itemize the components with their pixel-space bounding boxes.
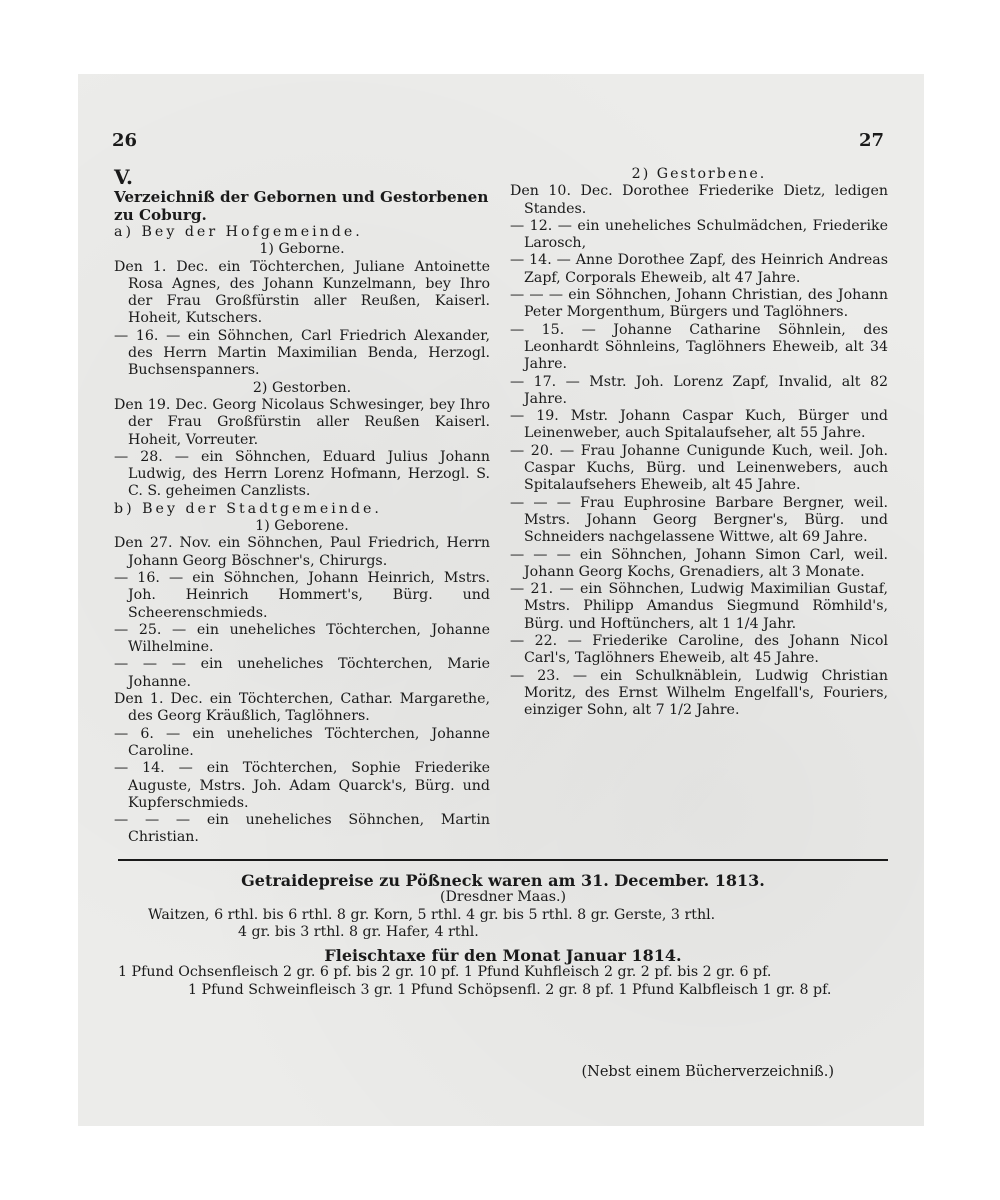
- register-entry: Den 1. Dec. ein Töchterchen, Cathar. Margarethe, des Georg Kräußlich, Taglöhners.: [114, 691, 490, 725]
- register-entry: — 15. — Johanne Catharine Söhnlein, des Leonhardt Söhnleins, Taglöhners Eheweib, alt 34 Jahre.: [510, 321, 888, 373]
- subsection-heading: a) Bey der Hofgemeinde.: [114, 224, 363, 240]
- register-entry: Den 10. Dec. Dorothee Friederike Dietz, ledigen Standes.: [510, 183, 888, 217]
- subsection-heading: 2) Gestorbene.: [631, 166, 767, 182]
- page-number-left: 26: [112, 130, 138, 151]
- register-entry: — 16. — ein Söhnchen, Johann Heinrich, Mstrs. Joh. Heinrich Hommert's, Bürg. und Scheerenschmieds.: [114, 569, 490, 621]
- register-entry: Den 19. Dec. Georg Nicolaus Schwesinger, bey Ihro der Frau Großfürstin aller Reußen Kaiserl. Hoheit, Vorreuter.: [114, 396, 490, 448]
- register-entry: — 21. — ein Söhnchen, Ludwig Maximilian Gustaf, Mstrs. Philipp Amandus Siegmund Römhild's, Bürg. und Hoftünchers, alt 1 1/4 Jahr.: [510, 581, 888, 632]
- register-entry: Den 27. Nov. ein Söhnchen, Paul Friedrich, Herrn Johann Georg Böschner's, Chirurgs.: [114, 535, 490, 569]
- meat-price-line: 1 Pfund Ochsenfleisch 2 gr. 6 pf. bis 2 gr. 10 pf. 1 Pfund Kuhfleisch 2 gr. 2 pf. bis 2 gr. 6 pf.: [118, 964, 772, 981]
- grain-price-line: 4 gr. bis 3 rthl. 8 gr. Hafer, 4 rthl.: [238, 923, 479, 940]
- register-entry: — — — ein uneheliches Töchterchen, Marie Johanne.: [114, 656, 490, 690]
- grain-price-heading: Getraidepreise zu Pößneck waren am 31. December. 1813.: [241, 871, 765, 890]
- page-number-right: 27: [858, 130, 884, 151]
- register-entry: — 14. — Anne Dorothee Zapf, des Heinrich Andreas Zapf, Corporals Eheweib, alt 47 Jahre.: [510, 252, 888, 286]
- register-entry: — 23. — ein Schulknäblein, Ludwig Christian Moritz, des Ernst Wilhelm Engelfall's, Fouriers, einziger Sohn, alt 7 1/2 Jahre.: [510, 667, 888, 719]
- register-entry: — 12. — ein uneheliches Schulmädchen, Friederike Larosch,: [510, 217, 888, 252]
- register-entry: — — — ein uneheliches Söhnchen, Martin Christian.: [114, 812, 490, 846]
- section-title: Verzeichniß der Gebornen und Gestorbenen: [114, 188, 489, 206]
- subsection-heading: 1) Geborene.: [255, 518, 349, 535]
- section-divider: [118, 859, 888, 861]
- document-page: [78, 74, 924, 1126]
- grain-price-line: Waitzen, 6 rthl. bis 6 rthl. 8 gr. Korn, 5 rthl. 4 gr. bis 5 rthl. 8 gr. Gerste, 3 rthl.: [148, 906, 716, 923]
- register-entry: — 14. — ein Töchterchen, Sophie Friederike Auguste, Mstrs. Joh. Adam Quarck's, Bürg. und Kupferschmieds.: [114, 760, 490, 811]
- section-number: V.: [114, 165, 133, 189]
- register-entry: — 19. Mstr. Johann Caspar Kuch, Bürger und Leinenweber, auch Spitalaufseher, alt 55 Jahre.: [510, 408, 888, 442]
- section-title-place: zu Coburg.: [114, 206, 207, 224]
- register-entry: — 20. — Frau Johanne Cunigunde Kuch, weil. Joh. Caspar Kuchs, Bürg. und Leinenwebers, auch Spitalaufsehers Eheweib, alt 45 Jahre.: [510, 442, 888, 494]
- subsection-heading: 1) Geborne.: [259, 241, 345, 258]
- register-entry: — 17. — Mstr. Joh. Lorenz Zapf, Invalid, alt 82 Jahre.: [510, 373, 888, 407]
- register-entry: — 25. — ein uneheliches Töchterchen, Johanne Wilhelmine.: [114, 621, 490, 656]
- register-entry: — — — Frau Euphrosine Barbare Bergner, weil. Mstrs. Johann Georg Bergner's, Bürg. und Schneiders nachgelassene Wittwe, alt 69 Jahre.: [510, 494, 888, 546]
- meat-price-heading: Fleischtaxe für den Monat Januar 1814.: [324, 946, 682, 966]
- left-column: [114, 166, 490, 847]
- meat-price-line: 1 Pfund Schweinfleisch 3 gr. 1 Pfund Schöpsenfl. 2 gr. 8 pf. 1 Pfund Kalbfleisch 1 gr. 8 pf.: [188, 981, 832, 998]
- register-entry: Den 1. Dec. ein Töchterchen, Juliane Antoinette Rosa Agnes, des Johann Kunzelmann, bey Ihro der Frau Großfürstin aller Reußen, Kaiserl. Hoheit, Kutschers.: [114, 258, 490, 327]
- register-entry: — 6. — ein uneheliches Töchterchen, Johanne Caroline.: [114, 725, 490, 759]
- grain-price-measure: (Dresdner Maas.): [439, 889, 567, 906]
- register-entry: — 16. — ein Söhnchen, Carl Friedrich Alexander, des Herrn Martin Maximilian Benda, Herzogl. Buchsenspanners.: [114, 327, 490, 379]
- price-section: [118, 872, 888, 999]
- footer-note: (Nebst einem Bücherverzeichniß.): [581, 1064, 834, 1080]
- subsection-heading: 2) Gestorben.: [252, 379, 352, 396]
- right-column: [510, 166, 888, 720]
- register-entry: — 28. — ein Söhnchen, Eduard Julius Johann Ludwig, des Herrn Lorenz Hofmann, Herzogl. S. C. S. geheimen Canzlists.: [114, 448, 490, 500]
- register-entry: — — — ein Söhnchen, Johann Simon Carl, weil. Johann Georg Kochs, Grenadiers, alt 3 Monate.: [510, 546, 888, 580]
- register-entry: — — — ein Söhnchen, Johann Christian, des Johann Peter Morgenthum, Bürgers und Taglöhners.: [510, 287, 888, 321]
- register-entry: — 22. — Friederike Caroline, des Johann Nicol Carl's, Taglöhners Eheweib, alt 45 Jahre.: [510, 633, 888, 667]
- subsection-heading: b) Bey der Stadtgemeinde.: [114, 500, 382, 517]
